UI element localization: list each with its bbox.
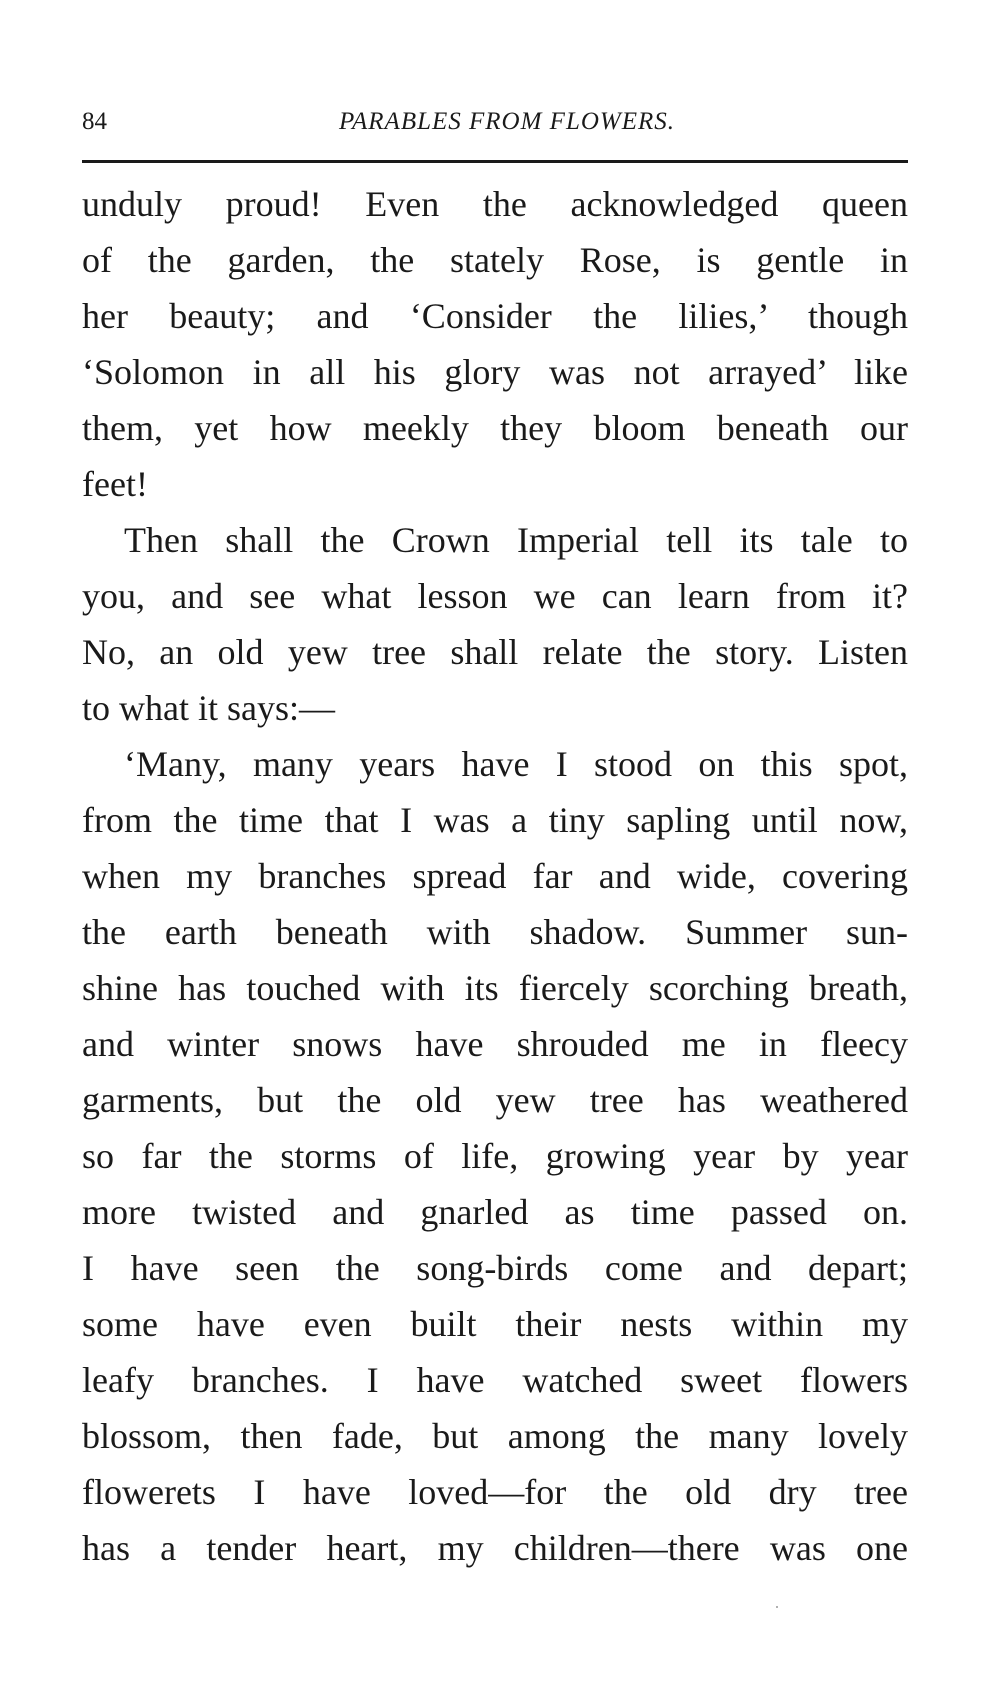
text-line: shine has touched with its fiercely scorching breath,	[82, 968, 908, 1008]
text-line: so far the storms of life, growing year by year	[82, 1136, 908, 1176]
running-head	[82, 100, 908, 140]
text-line: to what it says:—	[82, 688, 335, 728]
running-title: PARABLES FROM FLOWERS.	[338, 108, 676, 135]
text-line: them, yet how meekly they bloom beneath our	[82, 408, 908, 448]
header-rule	[82, 160, 908, 163]
text-line: has a tender heart, my children—there was one	[82, 1528, 908, 1568]
text-line: unduly proud! Even the acknowledged queen	[82, 184, 908, 224]
page-number: 84	[82, 108, 107, 135]
text-line: garments, but the old yew tree has weathered	[82, 1080, 908, 1120]
body-text	[82, 176, 908, 1576]
text-line: from the time that I was a tiny sapling until now,	[82, 800, 908, 840]
text-line: leafy branches. I have watched sweet flowers	[82, 1360, 908, 1400]
text-line: more twisted and gnarled as time passed on.	[82, 1192, 908, 1232]
text-line: feet!	[82, 464, 148, 504]
text-line: Then shall the Crown Imperial tell its tale to	[124, 520, 908, 560]
text-line: No, an old yew tree shall relate the story. Listen	[82, 632, 908, 672]
text-line: you, and see what lesson we can learn from it?	[82, 576, 908, 616]
text-line: ‘Many, many years have I stood on this spot,	[124, 744, 908, 784]
paper-speck	[776, 1606, 778, 1608]
text-line: when my branches spread far and wide, covering	[82, 856, 908, 896]
text-line: her beauty; and ‘Consider the lilies,’ though	[82, 296, 908, 336]
text-line: some have even built their nests within my	[82, 1304, 908, 1344]
text-line: and winter snows have shrouded me in fleecy	[82, 1024, 908, 1064]
text-line: of the garden, the stately Rose, is gentle in	[82, 240, 908, 280]
text-line: flowerets I have loved—for the old dry tree	[82, 1472, 908, 1512]
text-line: the earth beneath with shadow. Summer sun-	[82, 912, 908, 952]
text-line: I have seen the song-birds come and depart;	[82, 1248, 908, 1288]
text-line: blossom, then fade, but among the many lovely	[82, 1416, 908, 1456]
text-line: ‘Solomon in all his glory was not arrayed’ like	[82, 352, 908, 392]
